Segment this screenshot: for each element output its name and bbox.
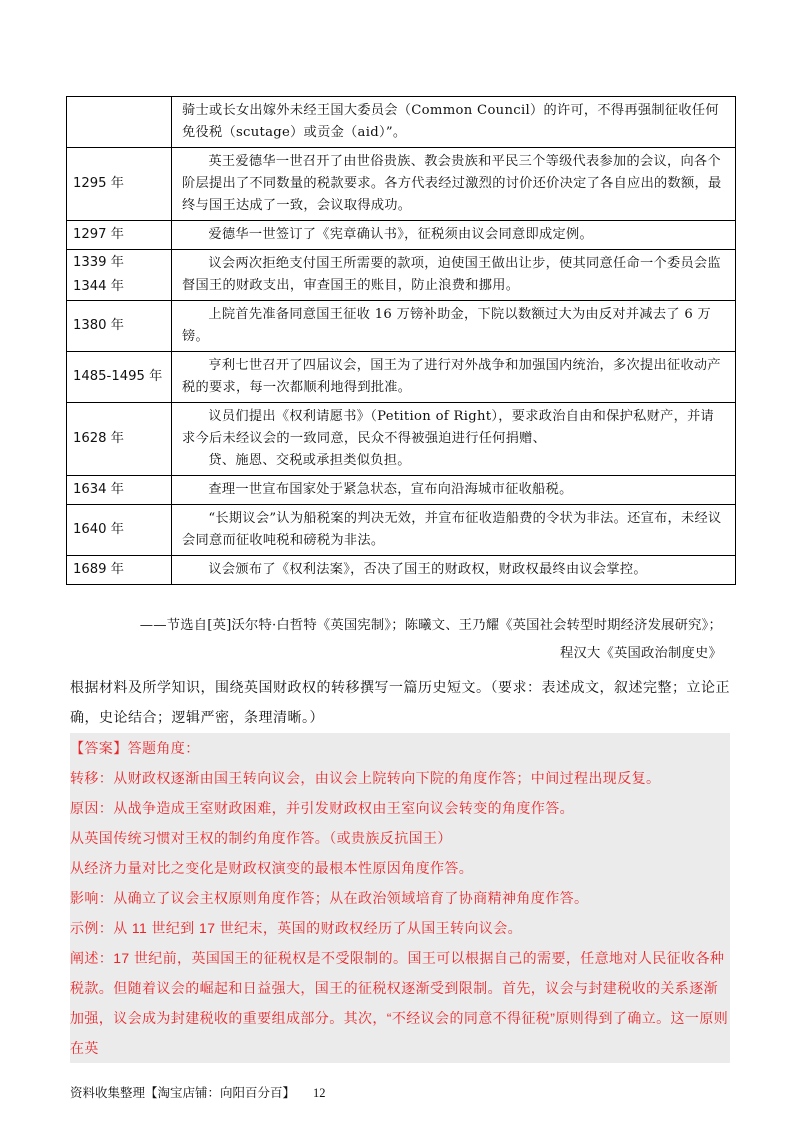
table-row: [67, 221, 736, 250]
table-row: [67, 556, 736, 585]
answer-block: [70, 733, 730, 1063]
event-text: 查理一世宣布国家处于紧急状态，宣布向沿海城市征收船税。: [208, 482, 573, 497]
year-label: 1380 年: [73, 318, 124, 333]
source-citation-line-1: ——节选自[英]沃尔特·白哲特《英国宪制》；陈曦文、王乃耀《英国社会转型时期经济发展研究》；: [139, 618, 722, 633]
event-text: 爱德华一世签订了《宪章确认书》，征税须由议会同意即成定例。: [208, 227, 593, 242]
year-label: 1634 年: [73, 482, 124, 497]
year-cell: [67, 97, 172, 148]
event-cell: [172, 250, 736, 301]
year-label: 1339 年: [73, 255, 124, 270]
year-label: 1297 年: [73, 227, 124, 242]
event-text: 议员们提出《权利请愿书》（Petition of Right），要求政治自由和保护私财产，并请求今后未经议会的一致同意，民众不得被强迫进行任何捐赠、: [182, 409, 715, 446]
table-row: [67, 505, 736, 556]
history-table: [66, 96, 736, 585]
event-text: 英王爱德华一世召开了由世俗贵族、教会贵族和平民三个等级代表参加的会议，向各个阶层提出了不同数量的税款要求。各方代表经过激烈的讨价还价决定了各自应出的数额，最终与国王达成了一致，会议取得成功。: [182, 154, 722, 213]
year-cell: [67, 505, 172, 556]
year-cell: [67, 148, 172, 221]
event-text: 议会颁布了《权利法案》，否决了国王的财政权，财政权最终由议会掌控。: [208, 562, 647, 577]
event-text: “长期议会”认为船税案的判决无效，并宣布征收造船费的令状为非法。还宣布，未经议会同意而征收吨税和磅税为非法。: [182, 511, 722, 548]
event-cell: [172, 301, 736, 352]
answer-line-impact: 影响：从确立了议会主权原则角度作答；从在政治领域培育了协商精神角度作答。: [70, 890, 589, 906]
answer-line-cause: 原因：从战争造成王室财政困难，并引发财政权由王室向议会转变的角度作答。: [70, 800, 574, 816]
event-text: 议会两次拒绝支付国王所需要的款项，迫使国王做出让步，使其同意任命一个委员会监督国王的财政支出，审查国王的账目，防止浪费和挪用。: [182, 256, 721, 293]
year-label: 1689 年: [73, 562, 124, 577]
event-cell: [172, 556, 736, 585]
event-cell: [172, 476, 736, 505]
page-number: 12: [313, 1086, 326, 1100]
year-label: 1628 年: [73, 431, 124, 446]
event-text: 上院首先准备同意国王征收 16 万镑补助金，下院以数额过大为由反对并减去了 6 万镑。: [182, 307, 712, 344]
question-prompt: 根据材料及所学知识，围绕英国财政权的转移撰写一篇历史短文。（要求：表述成文，叙述完整；立论正确，史论结合；逻辑严密，条理清晰。）: [70, 679, 730, 725]
year-label: 1640 年: [73, 522, 124, 537]
year-label: 1344 年: [73, 279, 124, 294]
answer-line-tradition: 从英国传统习惯对王权的制约角度作答。（或贵族反抗国王）: [70, 830, 452, 846]
table-row: [67, 97, 736, 148]
source-citation-line-2: 程汉大《英国政治制度史》: [560, 646, 722, 661]
year-cell: [67, 403, 172, 476]
page-footer: [70, 1083, 326, 1101]
event-cell: [172, 221, 736, 250]
answer-line-economy: 从经济力量对比之变化是财政权演变的最根本性原因角度作答。: [70, 860, 474, 876]
event-cell: [172, 505, 736, 556]
answer-line-elaboration: 阐述：17 世纪前，英国国王的征税权是不受限制的。国王可以根据自己的需要，任意地对人民征收各种税款。但随着议会的崛起和日益强大，国王的征税权逐渐受到限制。首先，议会与封建税收的关系逐渐加强，议会成为封建税收的重要组成部分。其次，“不经议会的同意不得征税”原则得到了确立。这一原则在英: [70, 950, 729, 1056]
event-text: 骑士或长女出嫁外未经王国大委员会（Common Council）的许可，不得再强制征收任何免役税（scutage）或贡金（aid）”。: [182, 103, 719, 140]
year-cell: [67, 352, 172, 403]
table-row: [67, 352, 736, 403]
table-row: [67, 476, 736, 505]
year-cell: [67, 476, 172, 505]
year-cell: [67, 250, 172, 301]
year-cell: [67, 556, 172, 585]
footer-label: 资料收集整理【淘宝店铺：向阳百分百】: [70, 1086, 296, 1100]
table-row: [67, 403, 736, 476]
event-cell: [172, 403, 736, 476]
event-cell: [172, 352, 736, 403]
event-text: 贷、施恩、交税或承担类似负担。: [208, 453, 411, 468]
year-cell: [67, 301, 172, 352]
answer-line-example: 示例：从 11 世纪到 17 世纪末，英国的财政权经历了从国王转向议会。: [70, 920, 523, 936]
answer-heading: 【答案】答题角度：: [70, 740, 200, 756]
table-row: [67, 250, 736, 301]
table-row: [67, 148, 736, 221]
year-label: 1485-1495 年: [73, 369, 163, 384]
year-label: 1295 年: [73, 176, 124, 191]
event-cell: [172, 148, 736, 221]
answer-line-transfer: 转移：从财政权逐渐由国王转向议会，由议会上院转向下院的角度作答；中间过程出现反复。: [70, 770, 661, 786]
history-table-body: [67, 97, 736, 585]
year-cell: [67, 221, 172, 250]
event-cell: [172, 97, 736, 148]
table-row: [67, 301, 736, 352]
event-text: 亨利七世召开了四届议会，国王为了进行对外战争和加强国内统治，多次提出征收动产税的要求，每一次都顺利地得到批准。: [182, 358, 721, 395]
